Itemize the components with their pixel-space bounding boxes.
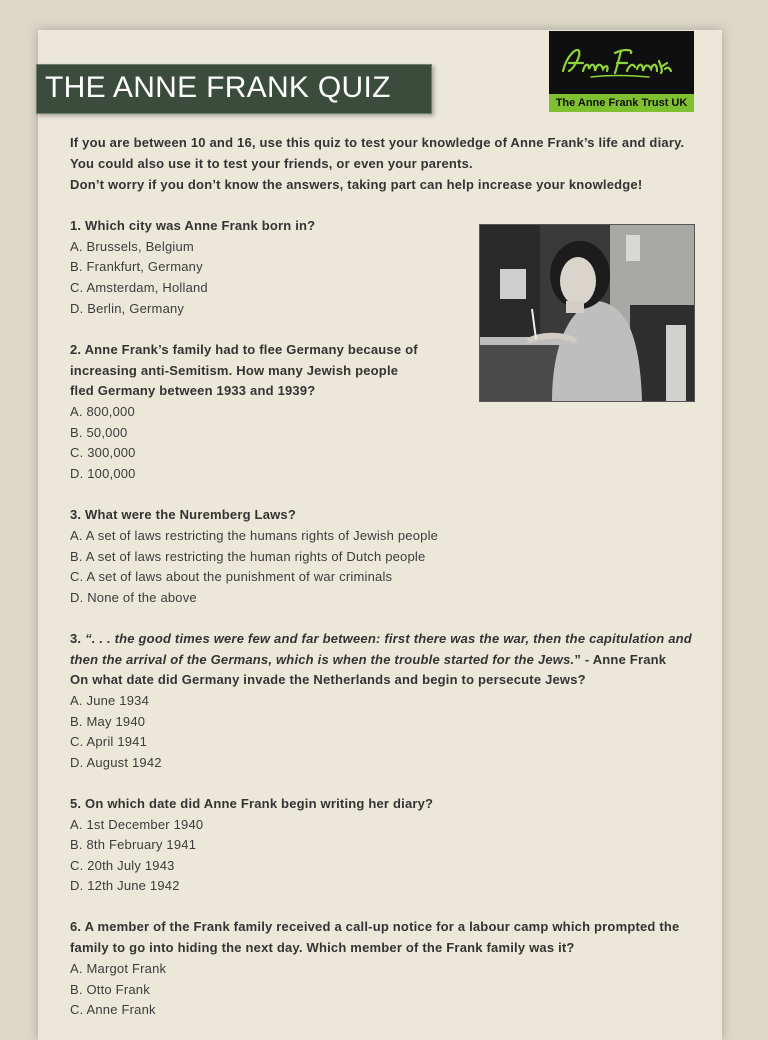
answer-option: A. 1st December 1940 bbox=[70, 817, 204, 832]
question-2-line: fled Germany between 1933 and 1939? bbox=[70, 383, 316, 398]
answer-option: C. 300,000 bbox=[70, 445, 136, 460]
answer-option: D. 100,000 bbox=[70, 466, 136, 481]
answer-option: A. Margot Frank bbox=[70, 961, 167, 976]
intro-line: Don’t worry if you don’t know the answers, taking part can help increase your knowledge! bbox=[70, 177, 643, 192]
answer-option: A. June 1934 bbox=[70, 693, 150, 708]
answer-option: D. None of the above bbox=[70, 590, 197, 605]
question-number: 3. bbox=[70, 631, 86, 646]
question-2-line: increasing anti-Semitism. How many Jewish people bbox=[70, 363, 399, 378]
quote-text: “. . . the good times were few and far between: first there was the war, then the capitulation and bbox=[85, 631, 692, 646]
answer-option: B. Otto Frank bbox=[70, 982, 150, 997]
anne-frank-trust-logo bbox=[549, 31, 694, 112]
answer-option: B. 8th February 1941 bbox=[70, 837, 197, 852]
answer-option: A. A set of laws restricting the humans rights of Jewish people bbox=[70, 528, 439, 543]
title-banner bbox=[36, 64, 432, 114]
quote-attribution: ” - Anne Frank bbox=[574, 652, 667, 667]
answer-option: B. May 1940 bbox=[70, 714, 146, 729]
page-title: THE ANNE FRANK QUIZ bbox=[45, 71, 391, 104]
question-3: 3. What were the Nuremberg Laws? bbox=[70, 507, 297, 522]
answer-option: C. Amsterdam, Holland bbox=[70, 280, 208, 295]
quote-line bbox=[70, 650, 666, 671]
intro-line: If you are between 10 and 16, use this quiz to test your knowledge of Anne Frank’s life and diary. bbox=[70, 135, 685, 150]
question-6-line: 6. A member of the Frank family received a call-up notice for a labour camp which prompted the bbox=[70, 919, 680, 934]
answer-option: A. 800,000 bbox=[70, 404, 135, 419]
answer-option: D. 12th June 1942 bbox=[70, 878, 180, 893]
question-5: 5. On which date did Anne Frank begin writing her diary? bbox=[70, 796, 434, 811]
answer-option: B. Frankfurt, Germany bbox=[70, 259, 203, 274]
answer-option: C. April 1941 bbox=[70, 734, 148, 749]
question-4: On what date did Germany invade the Netherlands and begin to persecute Jews? bbox=[70, 672, 586, 687]
answer-option: D. August 1942 bbox=[70, 755, 162, 770]
quote-text: then the arrival of the Germans, which is when the trouble started for the Jews. bbox=[70, 652, 575, 667]
signature-logo-icon bbox=[557, 37, 685, 87]
answer-option: C. 20th July 1943 bbox=[70, 858, 175, 873]
answer-option: B. 50,000 bbox=[70, 425, 128, 440]
answer-option: A. Brussels, Belgium bbox=[70, 239, 194, 254]
answer-option: C. Anne Frank bbox=[70, 1002, 156, 1017]
intro-line: You could also use it to test your friends, or even your parents. bbox=[70, 156, 473, 171]
question-2-line: 2. Anne Frank’s family had to flee Germany because of bbox=[70, 342, 418, 357]
answer-option: D. Berlin, Germany bbox=[70, 301, 185, 316]
question-1: 1. Which city was Anne Frank born in? bbox=[70, 218, 316, 233]
trust-label: The Anne Frank Trust UK bbox=[549, 94, 694, 112]
answer-option: C. A set of laws about the punishment of war criminals bbox=[70, 569, 393, 584]
anne-frank-photo bbox=[479, 224, 695, 402]
quote-line bbox=[70, 629, 692, 650]
question-6-line: family to go into hiding the next day. Which member of the Frank family was it? bbox=[70, 940, 575, 955]
answer-option: B. A set of laws restricting the human rights of Dutch people bbox=[70, 549, 426, 564]
